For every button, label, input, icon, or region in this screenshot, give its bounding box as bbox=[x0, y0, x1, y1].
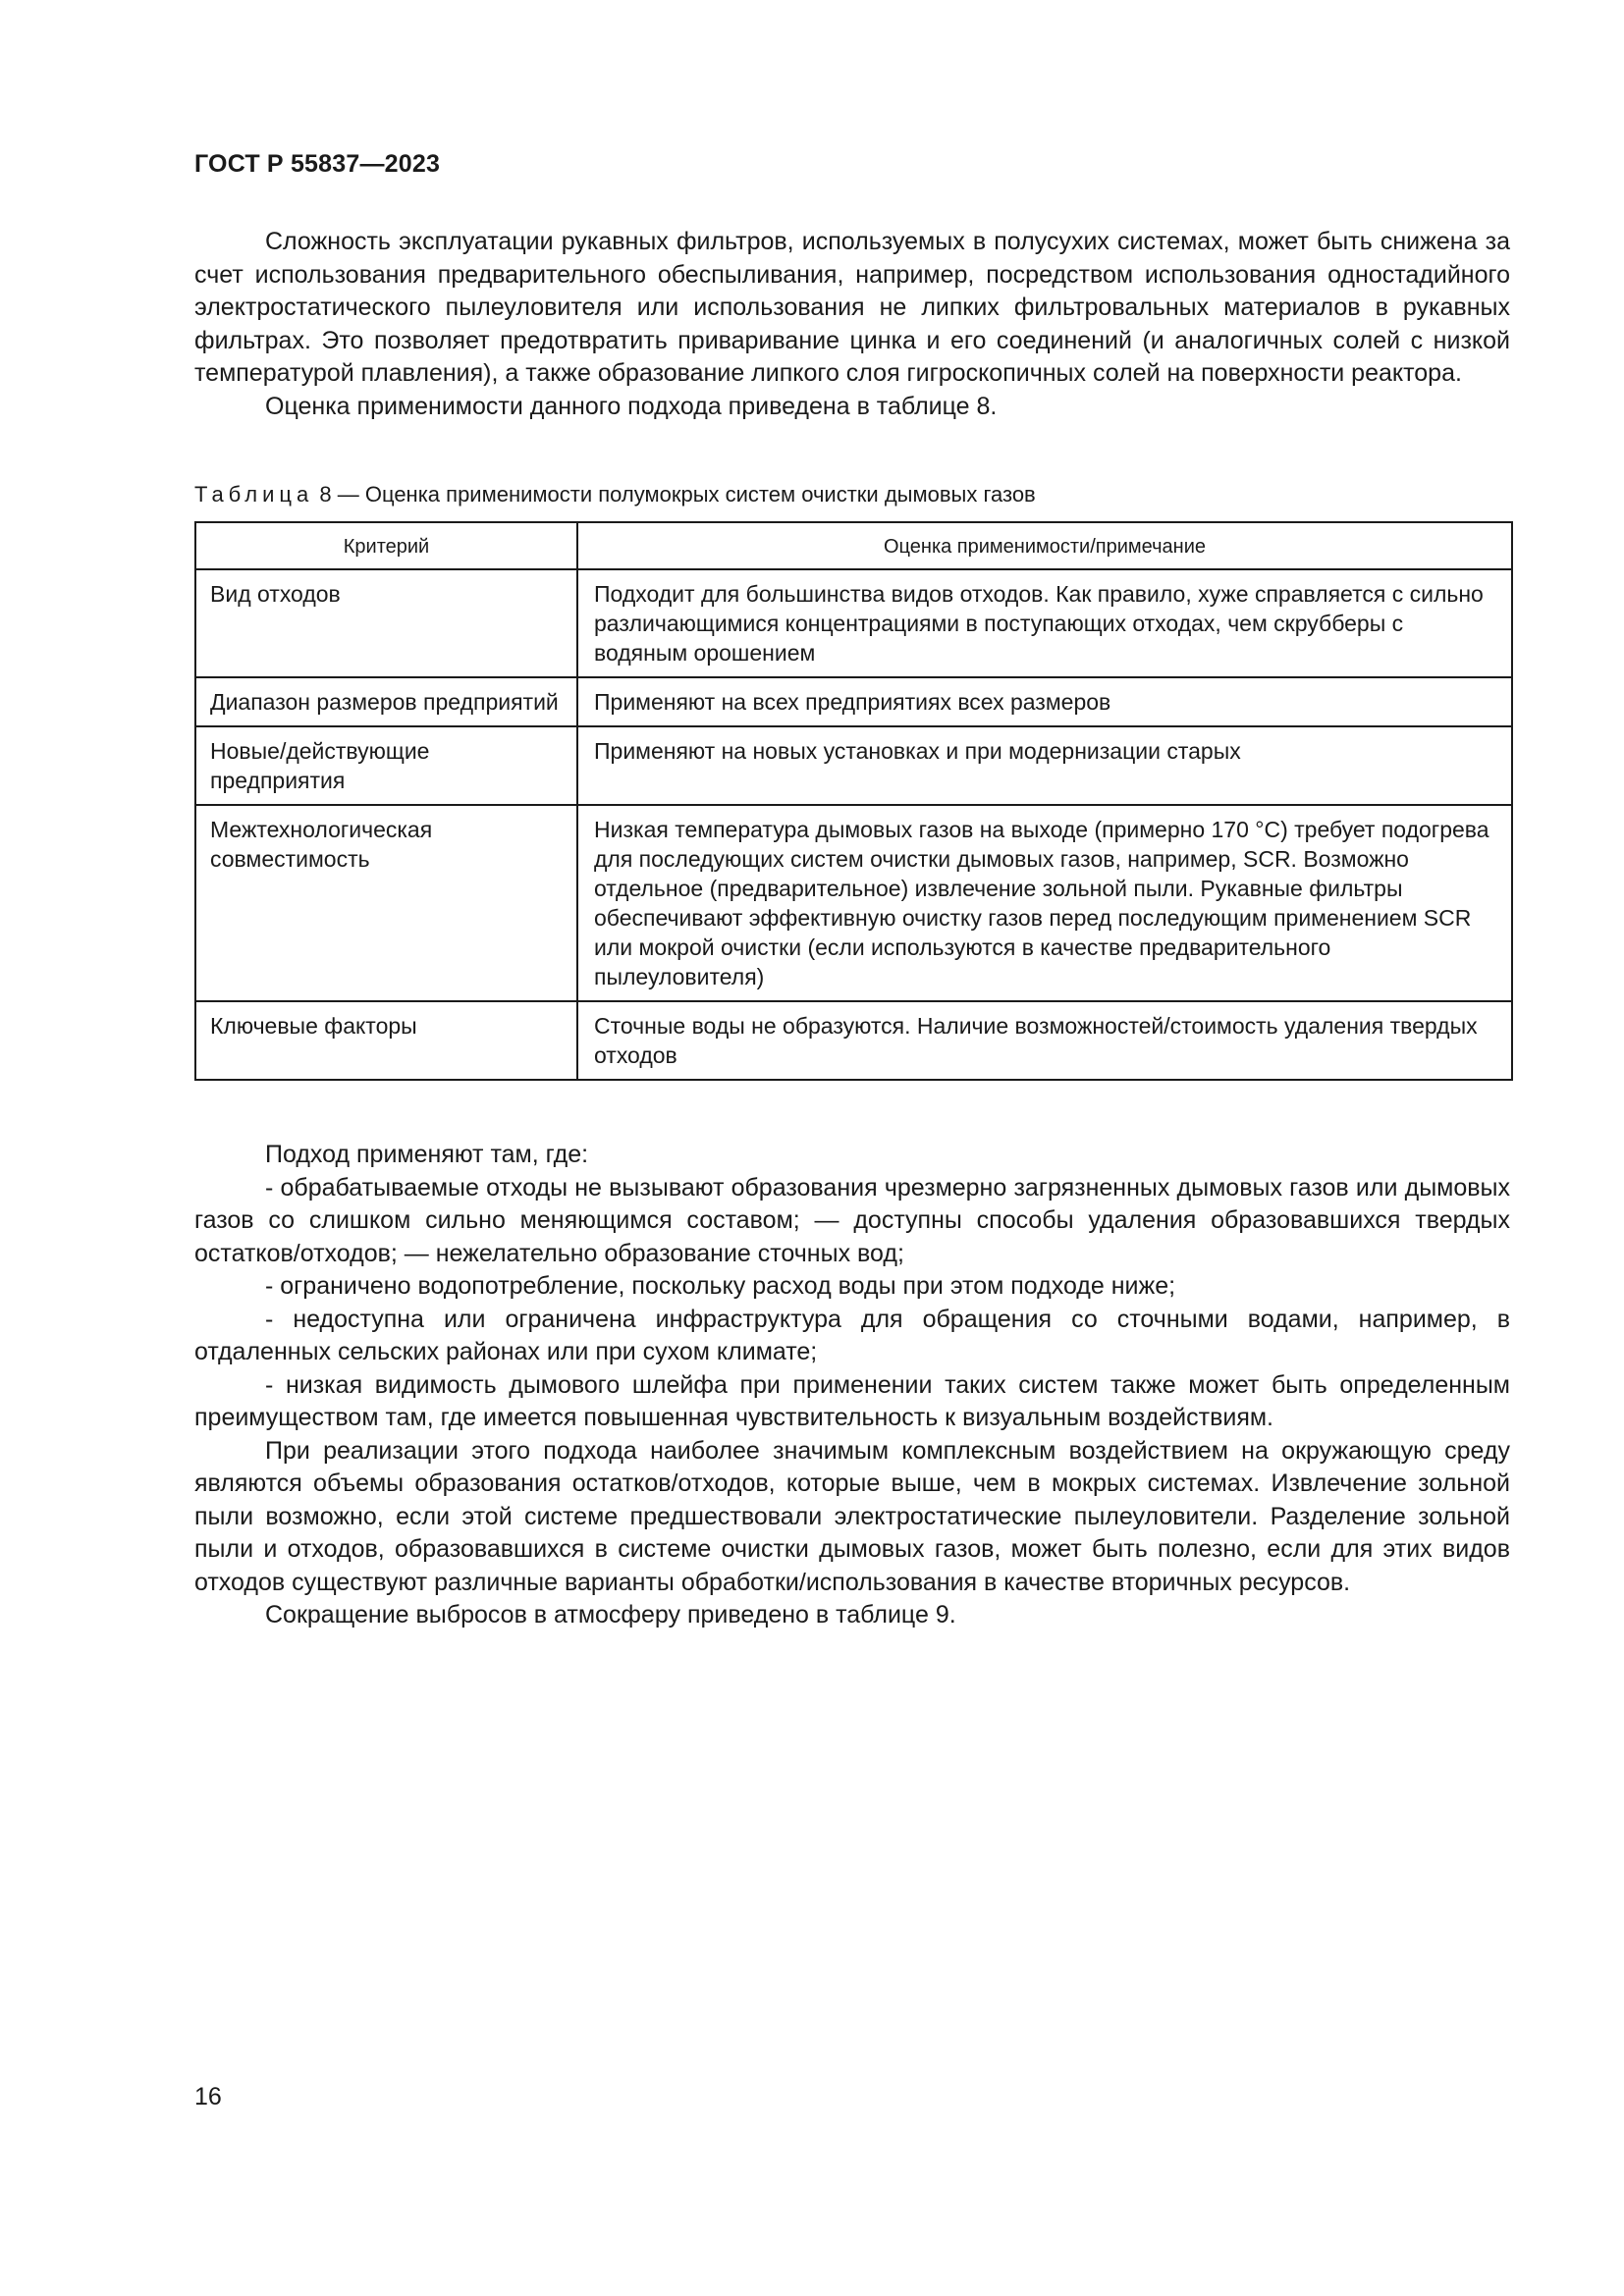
criterion-cell: Диапазон размеров предприятий bbox=[195, 677, 577, 726]
table-caption bbox=[194, 480, 1036, 509]
list-item: - недоступна или ограничена инфраструктура для обращения со сточными водами, например, в отдаленных сельских районах или при сухом климате; bbox=[194, 1305, 1510, 1365]
paragraph: При реализации этого подхода наиболее значимым комплексным воздействием на окружающую среду являются объемы образования остатков/отходов, которые выше, чем в мокрых системах. Извлечение зольной пыли возможно, если этой системе предшествовали электростатические пылеуловители. Разделение зольной пыли и отходов, образовавшихся в системе очистки дымовых газов, может быть полезно, если для этих видов отходов существуют различные варианты обработки/использования в качестве вторичных ресурсов. bbox=[194, 1436, 1510, 1596]
paragraph: Подход применяют там, где: bbox=[265, 1141, 589, 1168]
table-caption-label: Таблица bbox=[194, 482, 314, 507]
criterion-cell: Вид отходов bbox=[195, 569, 577, 677]
criterion-cell: Новые/действующие предприятия bbox=[195, 726, 577, 805]
column-header-criterion: Критерий bbox=[195, 522, 577, 569]
criterion-cell: Ключевые факторы bbox=[195, 1001, 577, 1080]
table-caption-text: 8 — Оценка применимости полумокрых систем очистки дымовых газов bbox=[319, 482, 1036, 507]
after-table-text bbox=[194, 1139, 1510, 1632]
assessment-cell: Применяют на новых установках и при модернизации старых bbox=[577, 726, 1512, 805]
table-row bbox=[195, 805, 1512, 1001]
page-number: 16 bbox=[194, 2083, 222, 2110]
table-row bbox=[195, 677, 1512, 726]
paragraph: Сложность эксплуатации рукавных фильтров, используемых в полусухих системах, может быть снижена за счет использования предварительного обеспыливания, например, посредством использования одностадийного электростатического пылеуловителя или использования не липких фильтровальных материалов в рукавных фильтрах. Это позволяет предотвратить приваривание цинка и его соединений (и аналогичных солей с низкой температурой плавления), а также образование липкого слоя гигроскопичных солей на поверхности реактора. bbox=[194, 228, 1510, 387]
criterion-cell: Межтехнологическая совместимость bbox=[195, 805, 577, 1001]
paragraph: Сокращение выбросов в атмосферу приведено в таблице 9. bbox=[265, 1601, 956, 1629]
assessment-cell: Низкая температура дымовых газов на выходе (примерно 170 °С) требует подогрева для последующих систем очистки дымовых газов, например, SCR. Возможно отдельное (предварительное) извлечение зольной пыли. Рукавные фильтры обеспечивают эффективную очистку газов перед последующим применением SCR или мокрой очистки (если используются в качестве предварительного пылеуловителя) bbox=[577, 805, 1512, 1001]
assessment-cell: Подходит для большинства видов отходов. Как правило, хуже справляется с сильно различающимися концентрациями в поступающих отходах, чем скрубберы с водяным орошением bbox=[577, 569, 1512, 677]
document-code: ГОСТ Р 55837—2023 bbox=[194, 150, 441, 178]
table-header-row bbox=[195, 522, 1512, 569]
paragraph: Оценка применимости данного подхода приведена в таблице 8. bbox=[265, 392, 998, 420]
assessment-cell: Сточные воды не образуются. Наличие возможностей/стоимость удаления твердых отходов bbox=[577, 1001, 1512, 1080]
column-header-assessment: Оценка применимости/примечание bbox=[577, 522, 1512, 569]
table-row bbox=[195, 1001, 1512, 1080]
table-row bbox=[195, 569, 1512, 677]
list-item: - низкая видимость дымового шлейфа при применении таких систем также может быть определенным преимуществом там, где имеется повышенная чувствительность к визуальным воздействиям. bbox=[194, 1370, 1510, 1431]
assessment-cell: Применяют на всех предприятиях всех размеров bbox=[577, 677, 1512, 726]
list-item: - обрабатываемые отходы не вызывают образования чрезмерно загрязненных дымовых газов или дымовых газов со слишком сильно меняющимся составом; — доступны способы удаления образовавшихся твердых остатков/отходов; — нежелательно образование сточных вод; bbox=[194, 1173, 1510, 1267]
intro-text bbox=[194, 226, 1510, 423]
list-item: - ограничено водопотребление, поскольку расход воды при этом подходе ниже; bbox=[265, 1272, 1176, 1300]
table-row bbox=[195, 726, 1512, 805]
assessment-table bbox=[194, 521, 1513, 1081]
